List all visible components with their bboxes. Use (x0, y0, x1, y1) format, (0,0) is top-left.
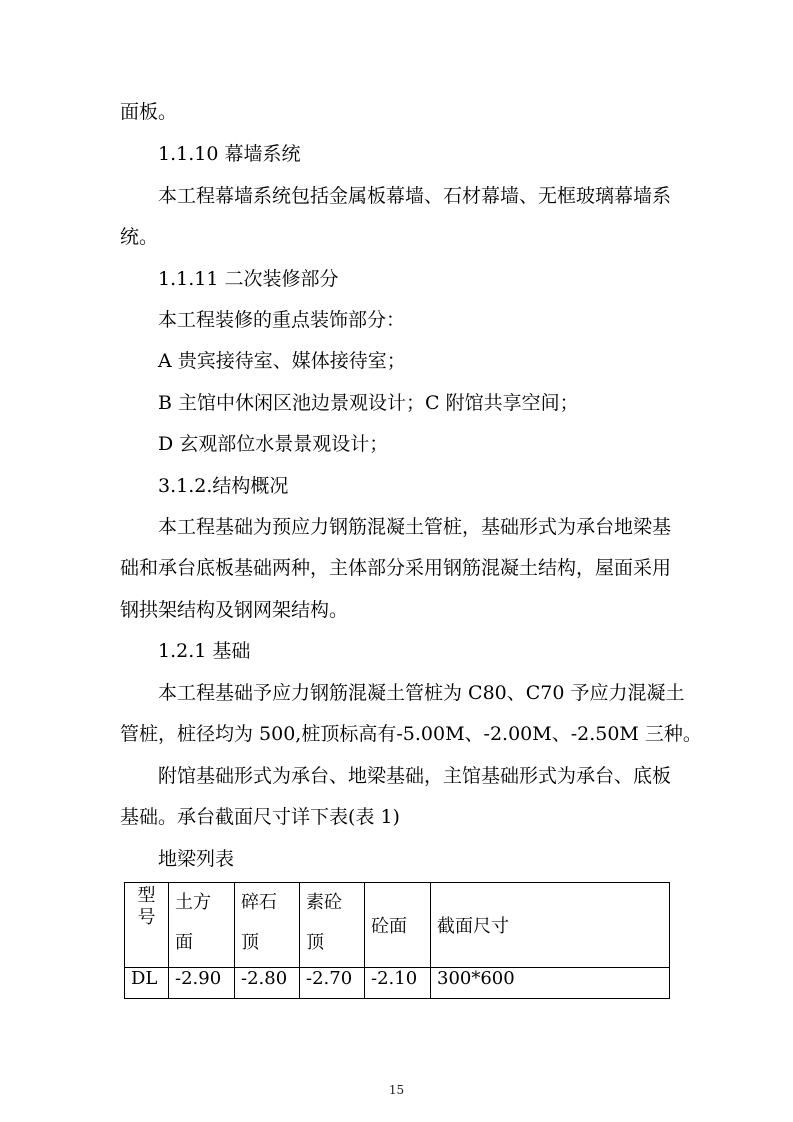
header-cell-gravel-top: 碎石 顶 (235, 883, 300, 968)
section-heading-decoration: 1.1.11 二次装修部分 (158, 268, 339, 290)
paragraph-piles-line1: 本工程基础予应力钢筋混凝土管桩为 C80、C70 予应力混凝土 (158, 682, 685, 704)
header-cell-earth-surface: 土方 面 (169, 883, 235, 968)
page-number: 15 (388, 1083, 405, 1097)
paragraph-curtain-wall: 本工程幕墙系统包括金属板幕墙、石材幕墙、无框玻璃幕墙系 (158, 185, 672, 207)
list-item-b-c: B 主馆中休闲区池边景观设计；C 附馆共享空间； (158, 392, 579, 414)
table-cell: -2.10 (365, 968, 431, 999)
table-cell: -2.90 (169, 968, 235, 999)
table-cell: -2.80 (235, 968, 300, 999)
paragraph-piles-line2: 管桩，桩径均为 500,桩顶标高有-5.00M、-2.00M、-2.50M 三种。 (120, 723, 702, 745)
table-row (125, 968, 670, 999)
list-item-d: D 玄观部位水景景观设计； (158, 433, 389, 455)
paragraph-curtain-wall-end: 统。 (120, 226, 159, 248)
table-cell: -2.70 (300, 968, 365, 999)
section-heading-structure: 3.1.2.结构概况 (158, 475, 289, 497)
section-heading-foundation: 1.2.1 基础 (158, 640, 251, 662)
section-heading-curtain-wall: 1.1.10 幕墙系统 (158, 143, 301, 165)
header-cell-concrete-surface: 砼面 (365, 883, 431, 968)
paragraph-structure-line2: 础和承台底板基础两种，主体部分采用钢筋混凝土结构，屋面采用 (120, 557, 672, 579)
list-item-a: A 贵宾接待室、媒体接待室； (158, 350, 406, 372)
paragraph-foundation-line2: 基础。承台截面尺寸详下表(表 1) (120, 806, 400, 828)
table-header-row (125, 883, 670, 968)
paragraph-decoration-intro: 本工程装修的重点装饰部分： (158, 309, 406, 331)
table-cell: DL (125, 968, 169, 999)
table-cell: 300*600 (431, 968, 670, 999)
paragraph-continuation: 面板。 (120, 101, 178, 123)
paragraph-structure-line1: 本工程基础为预应力钢筋混凝土管桩，基础形式为承台地梁基 (158, 516, 672, 538)
table-caption: 地梁列表 (158, 848, 235, 870)
ground-beam-table (124, 882, 670, 999)
paragraph-foundation-line1: 附馆基础形式为承台、地梁基础，主馆基础形式为承台、底板 (158, 765, 672, 787)
paragraph-structure-line3: 钢拱架结构及钢网架结构。 (120, 599, 349, 621)
header-cell-section-size: 截面尺寸 (431, 883, 670, 968)
header-cell-plain-concrete-top: 素砼 顶 (300, 883, 365, 968)
header-cell-type: 型 号 (125, 883, 169, 968)
